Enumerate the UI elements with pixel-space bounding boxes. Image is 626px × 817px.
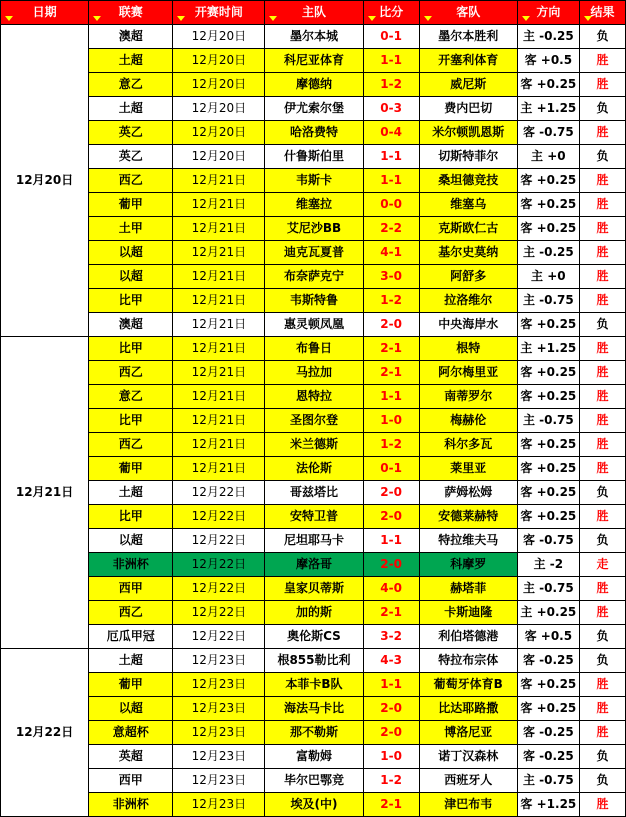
league-cell: 以超 — [89, 265, 173, 289]
result-cell: 负 — [579, 97, 625, 121]
home-team-cell: 毕尔巴鄂竞 — [265, 769, 363, 793]
away-team-cell: 克斯欧仁古 — [419, 217, 517, 241]
away-team-cell: 基尔史莫纳 — [419, 241, 517, 265]
table-row — [1, 337, 626, 361]
column-header-date-label: 日期 — [32, 5, 57, 19]
direction-cell: 主 -0.25 — [517, 241, 579, 265]
away-team-cell: 墨尔本胜利 — [419, 25, 517, 49]
result-cell: 胜 — [579, 337, 625, 361]
filter-dropdown-icon[interactable] — [93, 16, 101, 21]
home-team-cell: 圣图尔登 — [265, 409, 363, 433]
table-row — [1, 505, 626, 529]
score-cell: 2-0 — [363, 505, 419, 529]
score-cell: 4-1 — [363, 241, 419, 265]
table-header — [1, 1, 626, 25]
score-cell: 2-0 — [363, 553, 419, 577]
table-row — [1, 361, 626, 385]
league-cell: 以超 — [89, 529, 173, 553]
date-group-cell: 12月20日 — [1, 25, 89, 337]
home-team-cell: 埃及(中) — [265, 793, 363, 817]
kickoff-time-cell: 12月21日 — [173, 337, 265, 361]
score-cell: 1-2 — [363, 73, 419, 97]
direction-cell: 客 +0.25 — [517, 217, 579, 241]
direction-cell: 客 +0.5 — [517, 625, 579, 649]
home-team-cell: 艾尼沙BB — [265, 217, 363, 241]
league-cell: 西乙 — [89, 433, 173, 457]
score-cell: 2-1 — [363, 361, 419, 385]
direction-cell: 客 +0.25 — [517, 313, 579, 337]
result-cell: 负 — [579, 649, 625, 673]
result-cell: 胜 — [579, 457, 625, 481]
direction-cell: 客 +0.25 — [517, 673, 579, 697]
league-cell: 土甲 — [89, 217, 173, 241]
direction-cell: 主 -0.25 — [517, 25, 579, 49]
away-team-cell: 葡萄牙体育B — [419, 673, 517, 697]
table-row — [1, 769, 626, 793]
home-team-cell: 米兰德斯 — [265, 433, 363, 457]
score-cell: 4-3 — [363, 649, 419, 673]
score-cell: 1-1 — [363, 145, 419, 169]
kickoff-time-cell: 12月22日 — [173, 481, 265, 505]
result-cell: 胜 — [579, 169, 625, 193]
score-cell: 2-1 — [363, 337, 419, 361]
league-cell: 澳超 — [89, 313, 173, 337]
direction-cell: 主 +1.25 — [517, 97, 579, 121]
league-cell: 土超 — [89, 481, 173, 505]
table-row — [1, 265, 626, 289]
home-team-cell: 法伦斯 — [265, 457, 363, 481]
home-team-cell: 加的斯 — [265, 601, 363, 625]
home-team-cell: 本菲卡B队 — [265, 673, 363, 697]
direction-cell: 客 +0.25 — [517, 169, 579, 193]
result-cell: 胜 — [579, 241, 625, 265]
score-cell: 2-0 — [363, 697, 419, 721]
home-team-cell: 哥兹塔比 — [265, 481, 363, 505]
result-cell: 胜 — [579, 433, 625, 457]
kickoff-time-cell: 12月20日 — [173, 121, 265, 145]
score-cell: 2-2 — [363, 217, 419, 241]
kickoff-time-cell: 12月23日 — [173, 721, 265, 745]
home-team-cell: 摩德纳 — [265, 73, 363, 97]
score-cell: 1-1 — [363, 169, 419, 193]
away-team-cell: 特拉布宗体 — [419, 649, 517, 673]
league-cell: 西甲 — [89, 577, 173, 601]
league-cell: 比甲 — [89, 337, 173, 361]
league-cell: 西乙 — [89, 601, 173, 625]
league-cell: 以超 — [89, 241, 173, 265]
score-cell: 0-0 — [363, 193, 419, 217]
column-header-league[interactable] — [89, 1, 173, 25]
home-team-cell: 什鲁斯伯里 — [265, 145, 363, 169]
direction-cell: 客 +0.25 — [517, 361, 579, 385]
away-team-cell: 比达耶路撒 — [419, 697, 517, 721]
direction-cell: 主 -0.75 — [517, 409, 579, 433]
kickoff-time-cell: 12月21日 — [173, 241, 265, 265]
column-header-direction-label: 方向 — [536, 5, 561, 19]
kickoff-time-cell: 12月22日 — [173, 529, 265, 553]
header-row — [1, 1, 626, 25]
home-team-cell: 摩洛哥 — [265, 553, 363, 577]
table-row — [1, 697, 626, 721]
table-row — [1, 241, 626, 265]
table-row — [1, 601, 626, 625]
column-header-league-label: 联赛 — [118, 5, 143, 19]
direction-cell: 主 -0.75 — [517, 577, 579, 601]
home-team-cell: 那不勒斯 — [265, 721, 363, 745]
home-team-cell: 皇家贝蒂斯 — [265, 577, 363, 601]
table-row — [1, 313, 626, 337]
table-row — [1, 649, 626, 673]
kickoff-time-cell: 12月21日 — [173, 265, 265, 289]
direction-cell: 客 -0.25 — [517, 649, 579, 673]
league-cell: 西乙 — [89, 169, 173, 193]
score-cell: 4-0 — [363, 577, 419, 601]
filter-dropdown-icon[interactable] — [368, 16, 376, 21]
home-team-cell: 安特卫普 — [265, 505, 363, 529]
direction-cell: 客 +0.25 — [517, 193, 579, 217]
home-team-cell: 哈洛费特 — [265, 121, 363, 145]
away-team-cell: 萨姆松姆 — [419, 481, 517, 505]
league-cell: 比甲 — [89, 289, 173, 313]
kickoff-time-cell: 12月23日 — [173, 649, 265, 673]
table-row — [1, 577, 626, 601]
direction-cell: 客 +1.25 — [517, 793, 579, 817]
filter-dropdown-icon[interactable] — [584, 16, 592, 21]
kickoff-time-cell: 12月22日 — [173, 553, 265, 577]
home-team-cell: 墨尔本城 — [265, 25, 363, 49]
league-cell: 非洲杯 — [89, 793, 173, 817]
result-cell: 胜 — [579, 793, 625, 817]
table-row — [1, 793, 626, 817]
table-row — [1, 481, 626, 505]
home-team-cell: 布奈萨克宁 — [265, 265, 363, 289]
direction-cell: 客 -0.75 — [517, 121, 579, 145]
home-team-cell: 马拉加 — [265, 361, 363, 385]
direction-cell: 客 +0.25 — [517, 697, 579, 721]
result-cell: 胜 — [579, 673, 625, 697]
kickoff-time-cell: 12月21日 — [173, 289, 265, 313]
kickoff-time-cell: 12月23日 — [173, 793, 265, 817]
column-header-result[interactable] — [579, 1, 625, 25]
kickoff-time-cell: 12月20日 — [173, 49, 265, 73]
league-cell: 英乙 — [89, 145, 173, 169]
result-cell: 负 — [579, 625, 625, 649]
kickoff-time-cell: 12月22日 — [173, 577, 265, 601]
result-cell: 负 — [579, 769, 625, 793]
away-team-cell: 米尔顿凯恩斯 — [419, 121, 517, 145]
score-cell: 2-1 — [363, 601, 419, 625]
direction-cell: 主 +0.25 — [517, 601, 579, 625]
filter-dropdown-icon[interactable] — [424, 16, 432, 21]
away-team-cell: 莱里亚 — [419, 457, 517, 481]
table-row — [1, 457, 626, 481]
score-cell: 2-0 — [363, 481, 419, 505]
league-cell: 英超 — [89, 745, 173, 769]
away-team-cell: 赫塔菲 — [419, 577, 517, 601]
score-cell: 1-0 — [363, 409, 419, 433]
score-cell: 1-1 — [363, 673, 419, 697]
direction-cell: 主 +0 — [517, 265, 579, 289]
league-cell: 英乙 — [89, 121, 173, 145]
table-row — [1, 145, 626, 169]
away-team-cell: 诺丁汉森林 — [419, 745, 517, 769]
result-cell: 负 — [579, 145, 625, 169]
direction-cell: 主 -0.75 — [517, 289, 579, 313]
score-cell: 1-2 — [363, 433, 419, 457]
away-team-cell: 根特 — [419, 337, 517, 361]
kickoff-time-cell: 12月21日 — [173, 169, 265, 193]
table-row — [1, 97, 626, 121]
table-row — [1, 433, 626, 457]
league-cell: 葡甲 — [89, 193, 173, 217]
away-team-cell: 威尼斯 — [419, 73, 517, 97]
table-row — [1, 169, 626, 193]
column-header-kickoff-time-label: 开赛时间 — [194, 5, 243, 19]
result-cell: 走 — [579, 553, 625, 577]
score-cell: 0-1 — [363, 457, 419, 481]
column-header-home-team[interactable] — [265, 1, 363, 25]
score-cell: 1-2 — [363, 769, 419, 793]
away-team-cell: 利伯塔德港 — [419, 625, 517, 649]
table-row — [1, 745, 626, 769]
direction-cell: 客 -0.75 — [517, 529, 579, 553]
result-cell: 胜 — [579, 265, 625, 289]
league-cell: 西乙 — [89, 361, 173, 385]
column-header-score[interactable] — [363, 1, 419, 25]
score-cell: 1-2 — [363, 289, 419, 313]
away-team-cell: 维塞乌 — [419, 193, 517, 217]
away-team-cell: 博洛尼亚 — [419, 721, 517, 745]
table-row — [1, 553, 626, 577]
home-team-cell: 恩特拉 — [265, 385, 363, 409]
kickoff-time-cell: 12月22日 — [173, 625, 265, 649]
home-team-cell: 奥伦斯CS — [265, 625, 363, 649]
direction-cell: 客 +0.25 — [517, 505, 579, 529]
result-cell: 胜 — [579, 361, 625, 385]
result-cell: 负 — [579, 481, 625, 505]
away-team-cell: 卡斯迪隆 — [419, 601, 517, 625]
league-cell: 意超杯 — [89, 721, 173, 745]
result-cell: 胜 — [579, 121, 625, 145]
column-header-away-team[interactable] — [419, 1, 517, 25]
score-cell: 2-0 — [363, 721, 419, 745]
table-body — [1, 25, 626, 817]
kickoff-time-cell: 12月21日 — [173, 433, 265, 457]
score-cell: 2-0 — [363, 313, 419, 337]
league-cell: 意乙 — [89, 73, 173, 97]
table-row — [1, 673, 626, 697]
league-cell: 西甲 — [89, 769, 173, 793]
direction-cell: 客 +0.25 — [517, 385, 579, 409]
kickoff-time-cell: 12月21日 — [173, 385, 265, 409]
away-team-cell: 津巴布韦 — [419, 793, 517, 817]
league-cell: 土超 — [89, 49, 173, 73]
away-team-cell: 阿尔梅里亚 — [419, 361, 517, 385]
league-cell: 意乙 — [89, 385, 173, 409]
league-cell: 澳超 — [89, 25, 173, 49]
score-cell: 1-0 — [363, 745, 419, 769]
away-team-cell: 特拉维夫马 — [419, 529, 517, 553]
score-cell: 1-1 — [363, 529, 419, 553]
league-cell: 比甲 — [89, 505, 173, 529]
kickoff-time-cell: 12月23日 — [173, 673, 265, 697]
column-header-date[interactable] — [1, 1, 89, 25]
league-cell: 葡甲 — [89, 673, 173, 697]
score-cell: 1-1 — [363, 385, 419, 409]
home-team-cell: 迪克瓦夏普 — [265, 241, 363, 265]
home-team-cell: 维塞拉 — [265, 193, 363, 217]
league-cell: 比甲 — [89, 409, 173, 433]
kickoff-time-cell: 12月22日 — [173, 505, 265, 529]
away-team-cell: 阿舒多 — [419, 265, 517, 289]
kickoff-time-cell: 12月21日 — [173, 193, 265, 217]
direction-cell: 客 +0.25 — [517, 481, 579, 505]
home-team-cell: 科尼亚体育 — [265, 49, 363, 73]
result-cell: 负 — [579, 745, 625, 769]
direction-cell: 主 +0 — [517, 145, 579, 169]
away-team-cell: 桑坦德竞技 — [419, 169, 517, 193]
column-header-kickoff-time[interactable] — [173, 1, 265, 25]
table-row — [1, 73, 626, 97]
table-row — [1, 121, 626, 145]
result-cell: 胜 — [579, 721, 625, 745]
kickoff-time-cell: 12月21日 — [173, 457, 265, 481]
away-team-cell: 西班牙人 — [419, 769, 517, 793]
league-cell: 厄瓜甲冠 — [89, 625, 173, 649]
away-team-cell: 南蒂罗尔 — [419, 385, 517, 409]
date-group-cell: 12月21日 — [1, 337, 89, 649]
column-header-result-label: 结果 — [590, 5, 615, 19]
league-cell: 以超 — [89, 697, 173, 721]
direction-cell: 客 +0.25 — [517, 73, 579, 97]
column-header-direction[interactable] — [517, 1, 579, 25]
direction-cell: 客 +0.25 — [517, 457, 579, 481]
kickoff-time-cell: 12月20日 — [173, 145, 265, 169]
column-header-home-team-label: 主队 — [301, 5, 326, 19]
home-team-cell: 惠灵顿凤凰 — [265, 313, 363, 337]
kickoff-time-cell: 12月21日 — [173, 313, 265, 337]
direction-cell: 主 -0.75 — [517, 769, 579, 793]
score-cell: 3-0 — [363, 265, 419, 289]
result-cell: 胜 — [579, 289, 625, 313]
home-team-cell: 伊尤索尔堡 — [265, 97, 363, 121]
score-cell: 0-1 — [363, 25, 419, 49]
kickoff-time-cell: 12月23日 — [173, 769, 265, 793]
column-header-away-team-label: 客队 — [456, 5, 481, 19]
score-cell: 0-3 — [363, 97, 419, 121]
direction-cell: 客 +0.25 — [517, 433, 579, 457]
table-row — [1, 721, 626, 745]
kickoff-time-cell: 12月21日 — [173, 361, 265, 385]
direction-cell: 客 -0.25 — [517, 721, 579, 745]
table-row — [1, 289, 626, 313]
kickoff-time-cell: 12月20日 — [173, 73, 265, 97]
away-team-cell: 开塞利体育 — [419, 49, 517, 73]
filter-dropdown-icon[interactable] — [177, 16, 185, 21]
home-team-cell: 根855勒比利 — [265, 649, 363, 673]
result-cell: 胜 — [579, 385, 625, 409]
table-row — [1, 193, 626, 217]
column-header-score-label: 比分 — [379, 5, 404, 19]
result-cell: 胜 — [579, 601, 625, 625]
result-cell: 胜 — [579, 697, 625, 721]
score-cell: 1-1 — [363, 49, 419, 73]
result-cell: 负 — [579, 313, 625, 337]
table-row — [1, 49, 626, 73]
away-team-cell: 费内巴切 — [419, 97, 517, 121]
table-row — [1, 385, 626, 409]
league-cell: 土超 — [89, 649, 173, 673]
result-cell: 负 — [579, 25, 625, 49]
direction-cell: 主 -2 — [517, 553, 579, 577]
league-cell: 非洲杯 — [89, 553, 173, 577]
league-cell: 葡甲 — [89, 457, 173, 481]
direction-cell: 客 -0.25 — [517, 745, 579, 769]
away-team-cell: 安德莱赫特 — [419, 505, 517, 529]
league-cell: 土超 — [89, 97, 173, 121]
filter-dropdown-icon[interactable] — [522, 16, 530, 21]
away-team-cell: 梅赫伦 — [419, 409, 517, 433]
direction-cell: 主 +1.25 — [517, 337, 579, 361]
result-cell: 胜 — [579, 577, 625, 601]
result-cell: 胜 — [579, 409, 625, 433]
result-cell: 胜 — [579, 193, 625, 217]
home-team-cell: 富勒姆 — [265, 745, 363, 769]
kickoff-time-cell: 12月20日 — [173, 25, 265, 49]
home-team-cell: 尼坦耶马卡 — [265, 529, 363, 553]
kickoff-time-cell: 12月23日 — [173, 745, 265, 769]
away-team-cell: 拉洛维尔 — [419, 289, 517, 313]
result-cell: 胜 — [579, 505, 625, 529]
date-group-cell: 12月22日 — [1, 649, 89, 817]
away-team-cell: 科摩罗 — [419, 553, 517, 577]
home-team-cell: 韦斯卡 — [265, 169, 363, 193]
score-cell: 3-2 — [363, 625, 419, 649]
away-team-cell: 科尔多瓦 — [419, 433, 517, 457]
table-row — [1, 529, 626, 553]
table-row — [1, 217, 626, 241]
home-team-cell: 海法马卡比 — [265, 697, 363, 721]
home-team-cell: 韦斯特鲁 — [265, 289, 363, 313]
result-cell: 负 — [579, 529, 625, 553]
kickoff-time-cell: 12月22日 — [173, 601, 265, 625]
result-cell: 胜 — [579, 49, 625, 73]
table-row — [1, 625, 626, 649]
kickoff-time-cell: 12月21日 — [173, 217, 265, 241]
home-team-cell: 布鲁日 — [265, 337, 363, 361]
kickoff-time-cell: 12月21日 — [173, 409, 265, 433]
filter-dropdown-icon[interactable] — [5, 16, 13, 21]
score-cell: 0-4 — [363, 121, 419, 145]
result-cell: 胜 — [579, 217, 625, 241]
filter-dropdown-icon[interactable] — [269, 16, 277, 21]
table-row — [1, 25, 626, 49]
away-team-cell: 切斯特菲尔 — [419, 145, 517, 169]
score-cell: 2-1 — [363, 793, 419, 817]
result-cell: 胜 — [579, 73, 625, 97]
kickoff-time-cell: 12月23日 — [173, 697, 265, 721]
table-row — [1, 409, 626, 433]
kickoff-time-cell: 12月20日 — [173, 97, 265, 121]
away-team-cell: 中央海岸水 — [419, 313, 517, 337]
direction-cell: 客 +0.5 — [517, 49, 579, 73]
